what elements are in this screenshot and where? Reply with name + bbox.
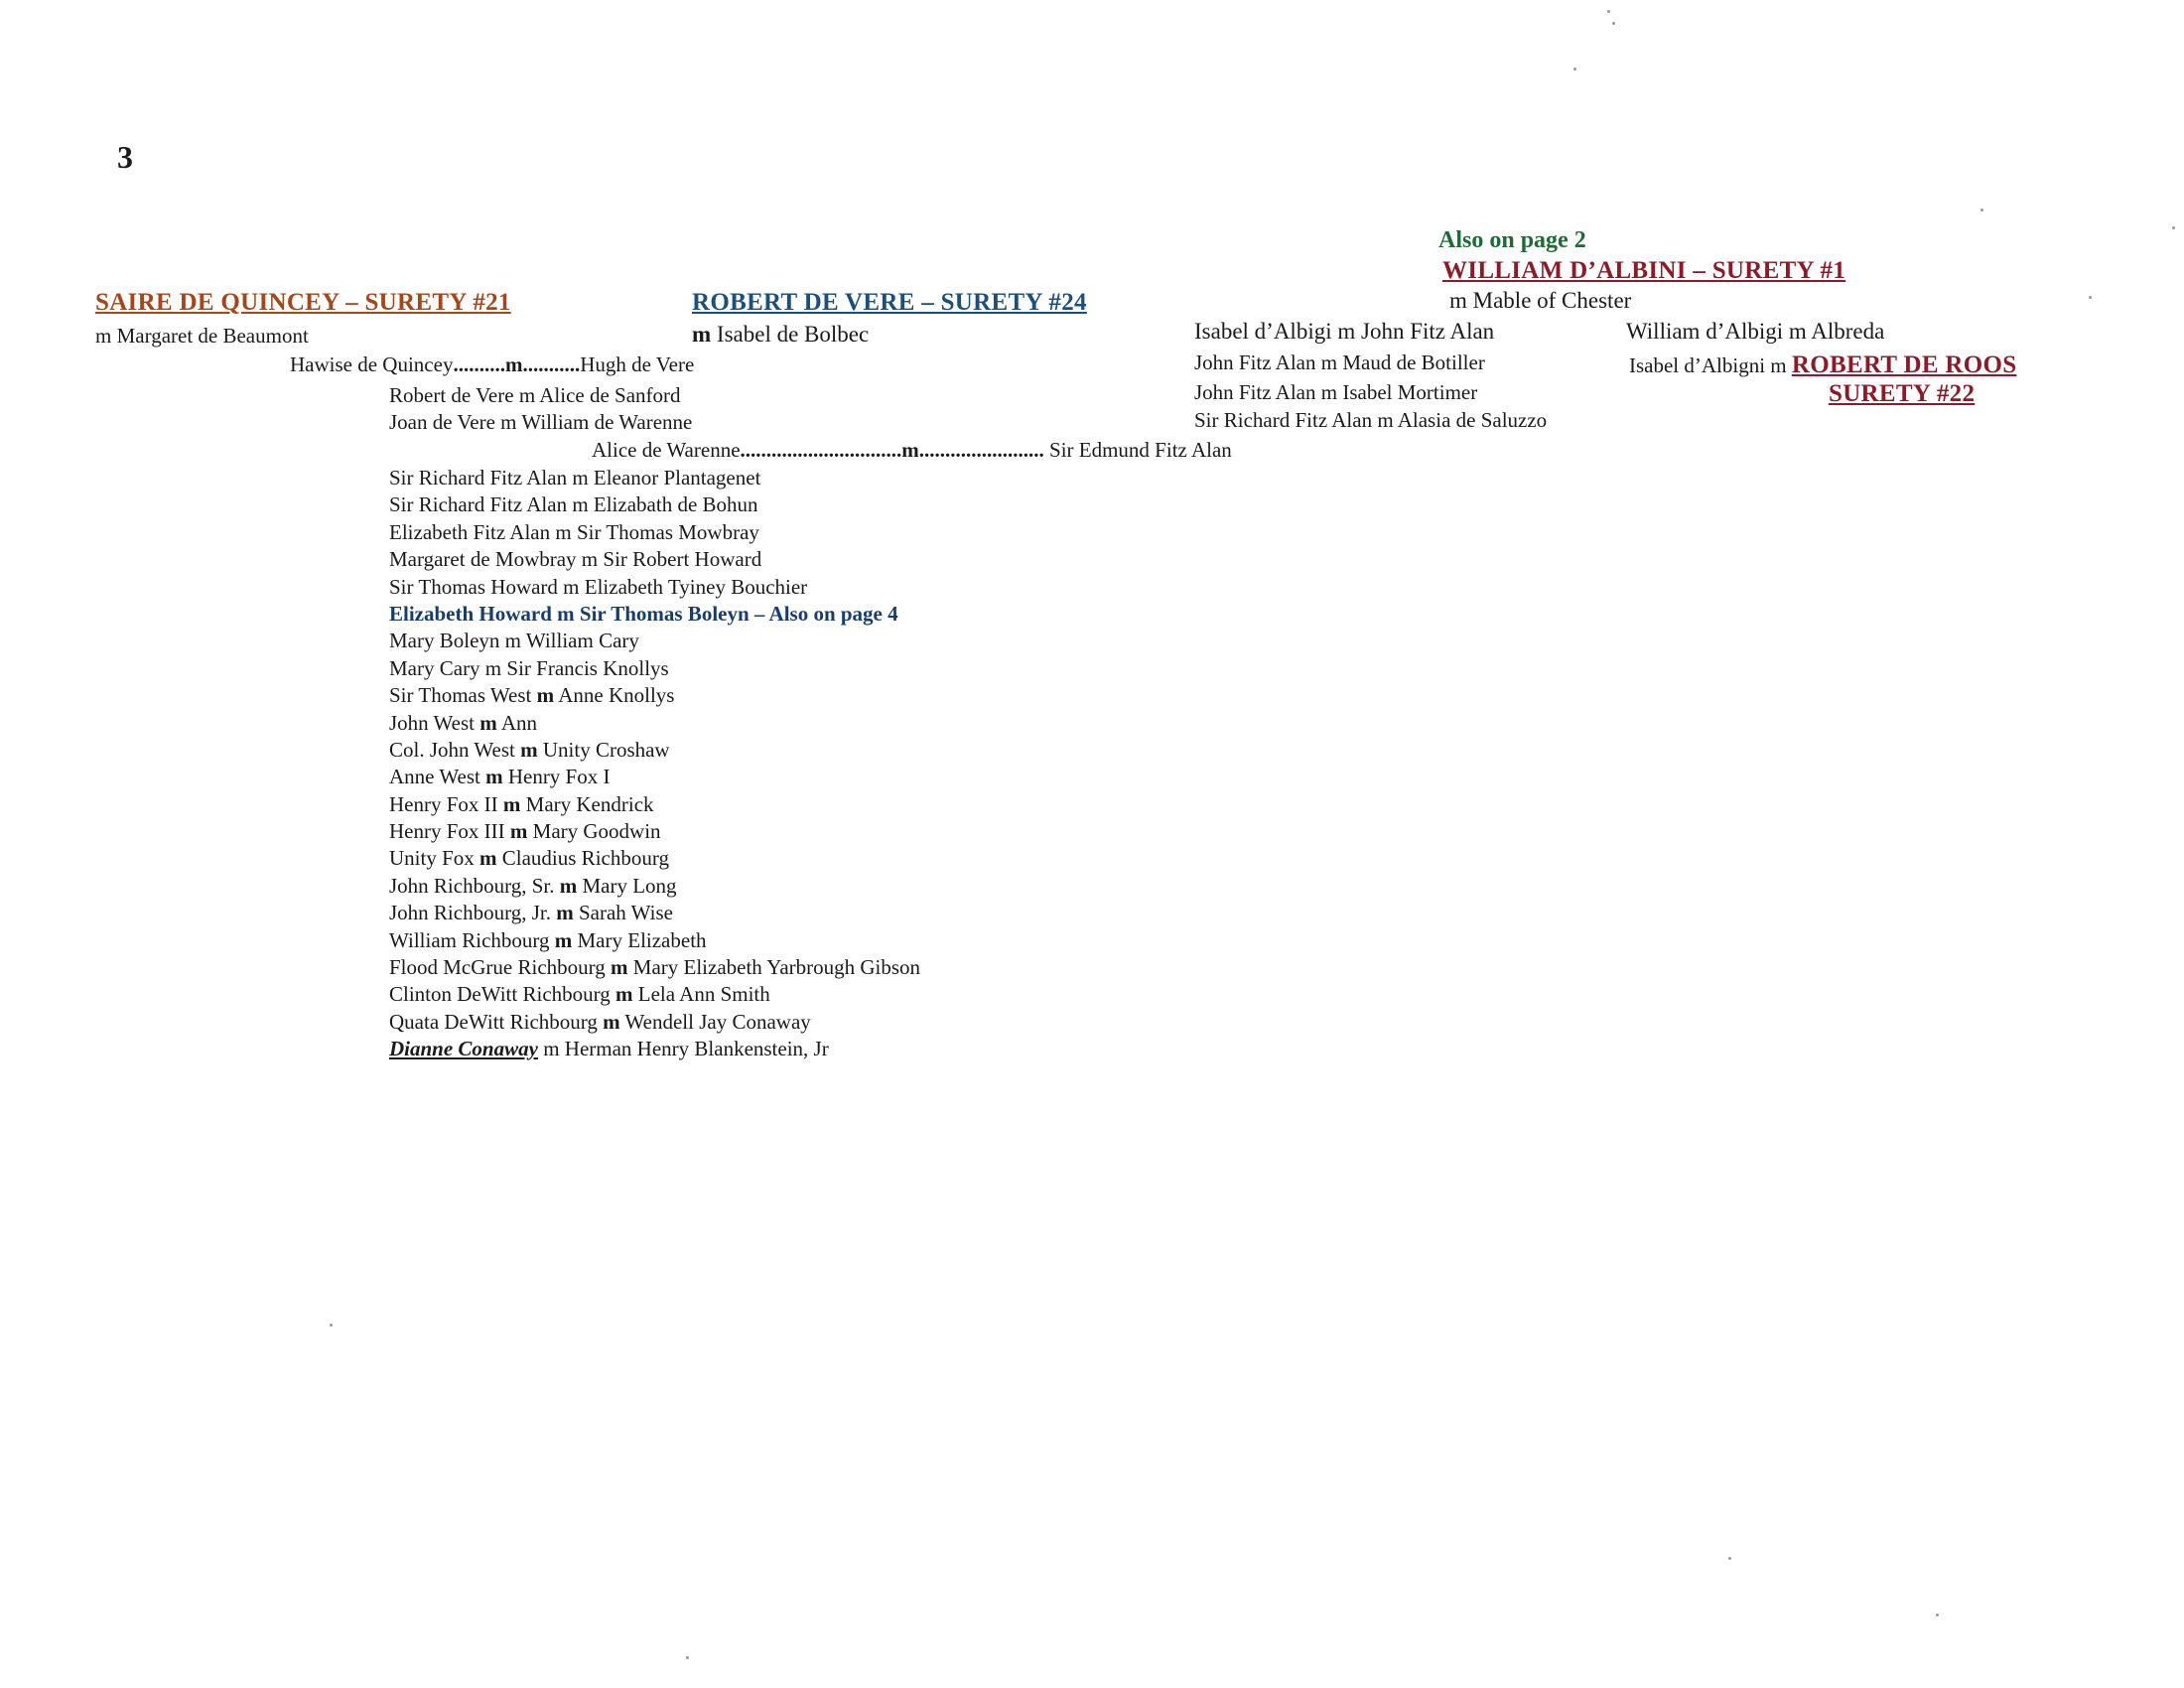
lineage-line [389,546,920,573]
ancestor-name: Henry Fox II [389,791,503,816]
vere-surety-heading: ROBERT DE VERE – SURETY #24 [692,289,1087,316]
lineage-line [389,574,920,601]
married-marker: m [556,901,574,925]
lineage-line [389,465,920,492]
lineage-line [389,737,920,764]
married-marker: m [615,982,633,1007]
lineage-line [389,791,920,818]
warenne-marriage [592,440,1232,461]
ancestor-name: John Richbourg, Jr. [389,901,557,925]
ancestor-name: m Herman Henry Blankenstein, Jr [537,1037,829,1061]
married-marker: m [901,438,919,462]
spouse-name: Wendell Jay Conaway [619,1009,811,1034]
lineage-line [389,682,920,709]
ancestor-name: Clinton DeWitt Richbourg [389,982,616,1007]
spouse-name: Anne Knollys [554,683,675,708]
lineage-line [389,873,920,900]
ancestor-name: John Richbourg, Sr. [389,873,560,898]
lineage-line [389,818,920,845]
roos-surety-number: SURETY #22 [1829,380,1976,407]
lineage-line [389,900,920,926]
page-number: 3 [117,139,133,175]
ancestor-name: Sir Richard Fitz Alan m Eleanor Plantagenet [389,466,761,490]
vere-child-name: Hugh de Vere [580,352,695,376]
albini-col2-text: Isabel d’Albigni m [1629,353,1792,377]
lineage-line [389,1009,920,1036]
quincey-spouse: m Margaret de Beaumont [95,324,309,348]
vere-line-2: Joan de Vere m William de Warenne [389,410,693,434]
ancestor-name: Flood McGrue Richbourg [389,955,612,980]
also-on-page-2-note: Also on page 2 [1438,227,1586,253]
lineage-line [389,764,920,790]
ancestor-name: Quata DeWitt Richbourg [389,1009,604,1034]
spouse-name: Lela Ann Smith [632,982,770,1007]
ancestor-name: John West [389,710,480,735]
spouse-name: Sarah Wise [573,901,673,925]
lineage-line [389,981,920,1008]
lineage-line [389,492,920,518]
married-marker: m [554,927,573,952]
lineage-line [389,710,920,737]
spouse-name: Mary Long [577,873,677,898]
vere-spouse-name: Isabel de Bolbec [711,322,870,347]
lineage-line [389,519,920,546]
married-marker: m [502,791,521,816]
quincey-child-marriage [290,354,694,375]
spouse-name: Mary Kendrick [520,791,654,816]
spouse-name: Unity Croshaw [537,737,670,762]
scan-speck [330,1324,333,1327]
fitzalan-name: Sir Edmund Fitz Alan [1043,438,1232,462]
married-marker: m [520,737,538,762]
lineage-list [389,465,920,1063]
ancestor-name: Unity Fox [389,846,480,871]
scan-speck [1573,68,1576,70]
quincey-child-name: Hawise de Quincey [290,352,454,376]
lineage-line [389,601,920,628]
married-marker: m [509,819,528,844]
lineage-line [389,1036,920,1062]
scan-speck [1980,209,1983,211]
descendant-name: Dianne Conaway [389,1037,538,1061]
spouse-name: Ann [496,710,538,735]
scan-speck [1936,1614,1939,1617]
albini-col1-line-1: Isabel d’Albigi m John Fitz Alan [1194,319,1495,344]
leader-dots: ........... [522,352,581,376]
ancestor-name: Mary Boleyn m William Cary [389,629,639,653]
married-marker: m [479,710,497,735]
spouse-name: Mary Goodwin [527,819,661,844]
scan-speck [1612,22,1615,25]
scan-speck [1607,10,1610,13]
vere-spouse [692,323,869,346]
ancestor-name: Col. John West [389,737,521,762]
spouse-name: Mary Elizabeth [572,927,707,952]
married-marker: m [692,322,712,347]
spouse-name: Henry Fox I [502,765,611,789]
albini-col2-line-2 [1629,352,2016,377]
quincey-surety-heading: SAIRE DE QUINCEY – SURETY #21 [95,289,511,316]
ancestor-name: Margaret de Mowbray m Sir Robert Howard [389,547,762,572]
albini-spouse: m Mable of Chester [1449,288,1632,313]
ancestor-name: William Richbourg [389,927,555,952]
warenne-name: Alice de Warenne [592,438,741,462]
ancestor-name: Sir Thomas West [389,683,537,708]
leader-dots: ............................... [740,438,902,462]
married-marker: m [479,846,497,871]
roos-surety-heading: ROBERT DE ROOS [1791,352,2017,378]
lineage-line [389,628,920,654]
scan-speck [2172,226,2175,229]
lineage-line [389,845,920,872]
married-marker: m [611,955,628,980]
albini-surety-heading: WILLIAM D’ALBINI – SURETY #1 [1442,257,1846,284]
lineage-line [389,655,920,682]
albini-col2-line-1: William d’Albigi m Albreda [1626,319,1885,344]
highlighted-ancestor: Elizabeth Howard m Sir Thomas Boleyn – Also on page 4 [389,601,898,626]
albini-col1-line-3: John Fitz Alan m Isabel Mortimer [1194,380,1478,404]
albini-col1-line-4: Sir Richard Fitz Alan m Alasia de Saluzzo [1194,408,1548,432]
ancestor-name: Sir Richard Fitz Alan m Elizabath de Bohun [389,492,758,517]
ancestor-name: Henry Fox III [389,819,510,844]
married-marker: m [559,873,578,898]
ancestor-name: Elizabeth Fitz Alan m Sir Thomas Mowbray [389,519,759,544]
vere-line-1: Robert de Vere m Alice de Sanford [389,383,681,407]
scan-speck [2089,296,2092,299]
ancestor-name: Sir Thomas Howard m Elizabeth Tyiney Bouchier [389,574,808,599]
spouse-name: Claudius Richbourg [496,846,669,871]
married-marker: m [504,352,523,376]
married-marker: m [603,1009,620,1034]
scan-speck [1728,1557,1731,1560]
lineage-line [389,927,920,954]
ancestor-name: Anne West [389,765,486,789]
ancestor-name: Mary Cary m Sir Francis Knollys [389,655,669,680]
albini-col1-line-2: John Fitz Alan m Maud de Botiller [1194,351,1485,374]
spouse-name: Mary Elizabeth Yarbrough Gibson [627,955,921,980]
leader-dots: .......... [453,352,505,376]
married-marker: m [536,683,555,708]
married-marker: m [485,765,503,789]
lineage-line [389,954,920,981]
scan-speck [686,1656,689,1659]
leader-dots: ........................ [918,438,1044,462]
